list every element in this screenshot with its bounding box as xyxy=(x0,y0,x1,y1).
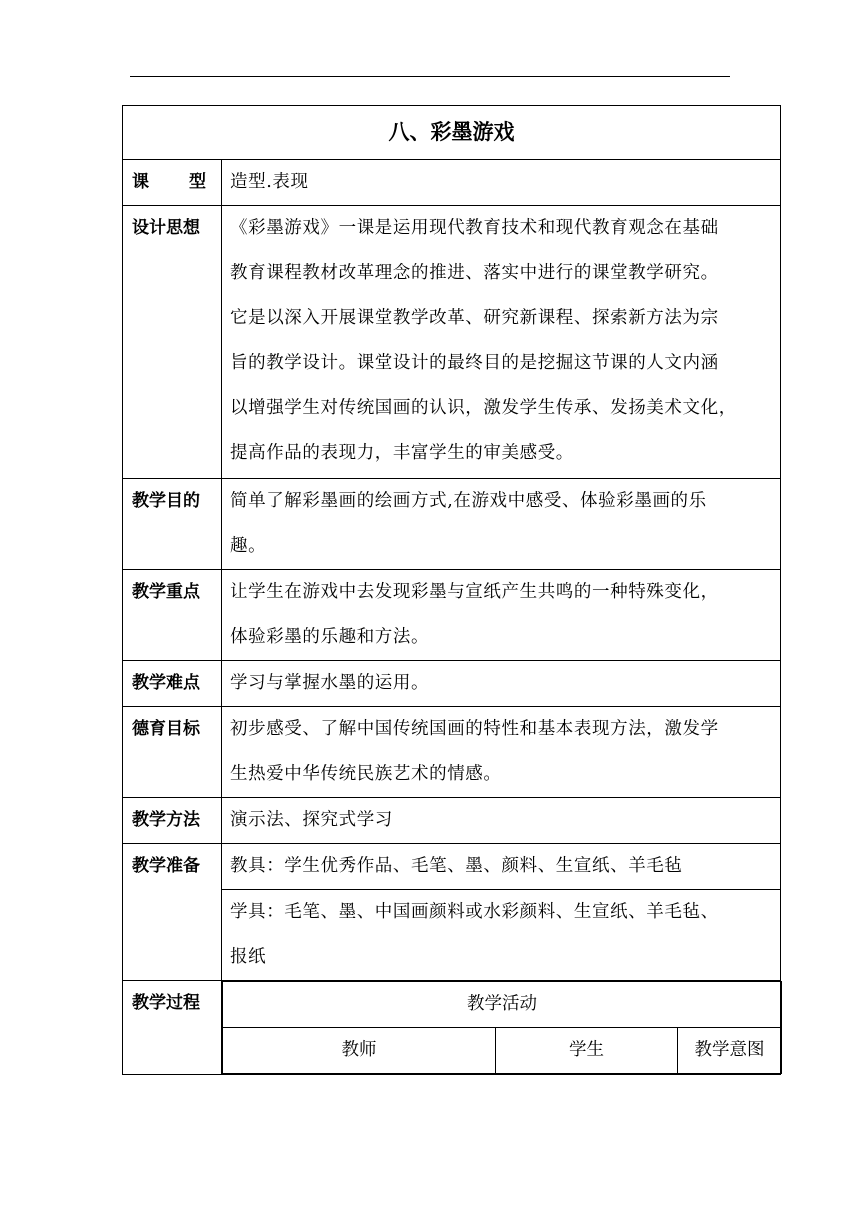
label-key: 教学重点 xyxy=(123,570,222,661)
value-method: 演示法、探究式学习 xyxy=(222,798,781,844)
prep-teacher: 教具：学生优秀作品、毛笔、墨、颜料、生宣纸、羊毛毡 xyxy=(222,844,780,890)
activity-header: 教学活动 xyxy=(223,982,782,1028)
activity-table xyxy=(222,981,782,1074)
label-moral: 德育目标 xyxy=(123,707,222,798)
value-difficult: 学习与掌握水墨的运用。 xyxy=(222,661,781,707)
lesson-plan-table xyxy=(122,105,781,1075)
lesson-title: 八、彩墨游戏 xyxy=(123,106,781,160)
label-type: 课 型 xyxy=(123,160,222,206)
column-teacher: 教师 xyxy=(223,1028,496,1074)
label-prep: 教学准备 xyxy=(123,844,222,981)
value-goal: 简单了解彩墨画的绘画方式,在游戏中感受、体验彩墨画的乐 趣。 xyxy=(222,479,781,570)
value-key: 让学生在游戏中去发现彩墨与宣纸产生共鸣的一种特殊变化， 体验彩墨的乐趣和方法。 xyxy=(222,570,781,661)
label-goal: 教学目的 xyxy=(123,479,222,570)
label-process: 教学过程 xyxy=(123,981,222,1075)
column-intent: 教学意图 xyxy=(678,1028,782,1074)
row-prep xyxy=(123,844,781,981)
title-row xyxy=(123,106,781,160)
row-type xyxy=(123,160,781,206)
row-process xyxy=(123,981,781,1075)
value-type: 造型.表现 xyxy=(222,160,781,206)
row-difficult xyxy=(123,661,781,707)
activity-columns xyxy=(223,1028,782,1074)
value-moral: 初步感受、了解中国传统国画的特性和基本表现方法，激发学 生热爱中华传统民族艺术的情感。 xyxy=(222,707,781,798)
value-design: 《彩墨游戏》一课是运用现代教育技术和现代教育观念在基础 教育课程教材改革理念的推进、落实中进行的课堂教学研究。 它是以深入开展课堂教学改革、研究新课程、探索新方法为宗 旨的教学设计。课堂设计的最终目的是挖掘这节课的人文内涵 以增强学生对传统国画的认识，激发学生传承、发扬美术文化， 提高作品的表现力，丰富学生的审美感受。 xyxy=(222,206,781,479)
row-design xyxy=(123,206,781,479)
label-method: 教学方法 xyxy=(123,798,222,844)
row-method xyxy=(123,798,781,844)
value-prep xyxy=(222,844,781,981)
prep-student: 学具：毛笔、墨、中国画颜料或水彩颜料、生宣纸、羊毛毡、 报纸 xyxy=(230,902,719,967)
column-student: 学生 xyxy=(496,1028,678,1074)
row-moral xyxy=(123,707,781,798)
row-goal xyxy=(123,479,781,570)
label-difficult: 教学难点 xyxy=(123,661,222,707)
header-rule xyxy=(130,76,730,77)
row-key xyxy=(123,570,781,661)
value-process xyxy=(222,981,781,1075)
label-design: 设计思想 xyxy=(123,206,222,479)
